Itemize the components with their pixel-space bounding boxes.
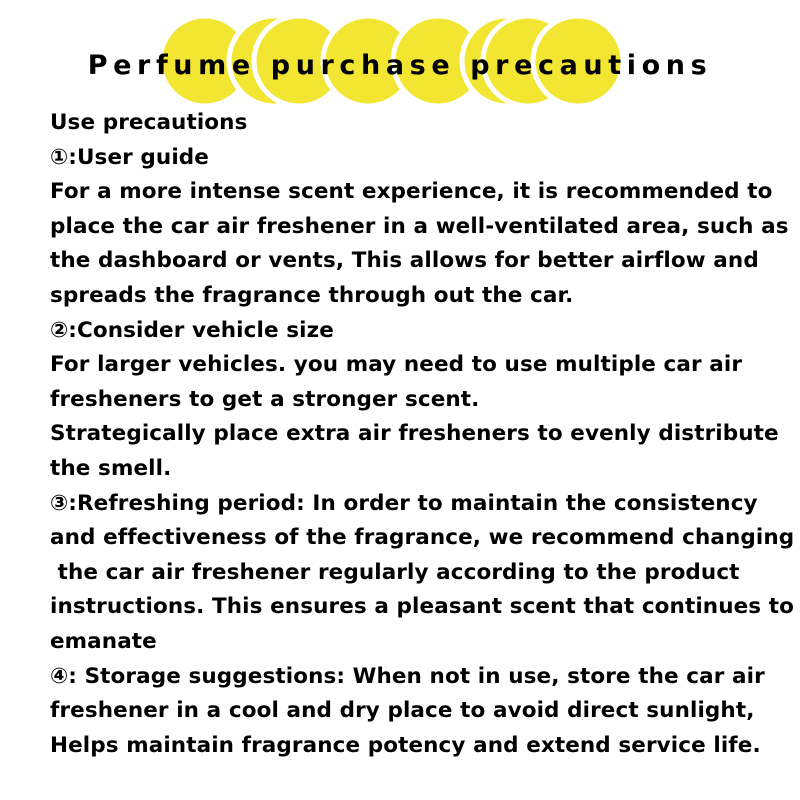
step-3-heading: ③:Refreshing period: In order to maintain the consistency (50, 490, 758, 516)
text-line: freshener in a cool and dry place to avoid direct sunlight, (50, 698, 755, 724)
step-1-heading: ①:User guide (50, 144, 209, 170)
text-line: the smell. (50, 455, 172, 481)
title-banner (0, 0, 800, 120)
text-line: For larger vehicles. you may need to use multiple car air (50, 352, 743, 378)
text-line: For a more intense scent experience, it is recommended to (50, 179, 773, 205)
step-2-heading: ②:Consider vehicle size (50, 317, 334, 343)
text-line: fresheners to get a stronger scent. (50, 386, 480, 412)
text-line: the dashboard or vents, This allows for better airflow and (50, 248, 759, 274)
text-line: Strategically place extra air fresheners to evenly distribute (50, 421, 779, 447)
section-heading: Use precautions (50, 110, 248, 135)
text-line: instructions. This ensures a pleasant scent that continues to (50, 594, 795, 620)
text-line: spreads the fragrance through out the car. (50, 282, 574, 308)
text-line: the car air freshener regularly according to the product (50, 559, 740, 585)
text-line: and effectiveness of the fragrance, we recommend changing (50, 525, 795, 551)
text-line: emanate (50, 628, 157, 654)
precautions-text (50, 106, 795, 763)
text-line: Helps maintain fragrance potency and extend service life. (50, 732, 761, 758)
step-4-heading: ④: Storage suggestions: When not in use, store the car air (50, 663, 765, 689)
page-title: Perfume purchase precautions (87, 50, 713, 81)
text-line: place the car air freshener in a well-ventilated area, such as (50, 213, 789, 239)
